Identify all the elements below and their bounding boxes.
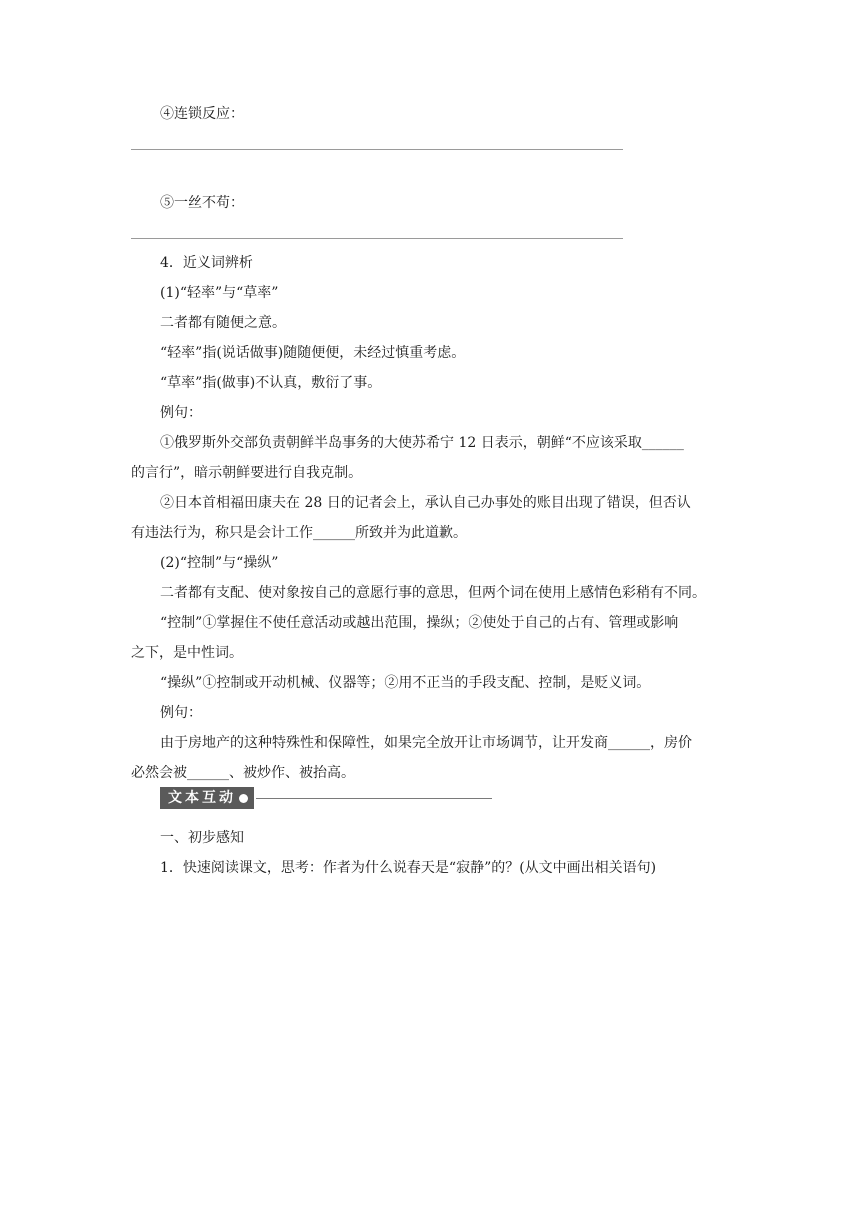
answer-line-4: [131, 149, 623, 150]
pair2-example-line1: 由于房地产的这种特殊性和保障性，如果完全放开让市场调节，让开发商______，房价: [160, 735, 692, 751]
section-banner-box: [160, 787, 254, 809]
question-1: 1．快速阅读课文，思考：作者为什么说春天是“寂静”的？(从文中画出相关语句): [160, 860, 657, 876]
pair1-def1: “轻率”指(说话做事)随随便便，未经过慎重考虑。: [160, 345, 466, 361]
pair2-def1-line1: “控制”①掌握住不使任意活动或越出范围，操纵；②使处于自己的占有、管理或影响: [160, 615, 679, 631]
section-banner-title: 文本互动: [168, 790, 236, 806]
pair1-common: 二者都有随便之意。: [160, 315, 286, 331]
section-banner: [160, 787, 492, 809]
pair1-example2-line2: 有违法行为，称只是会计工作______所致并为此道歉。: [131, 525, 467, 541]
item4-label: ④连锁反应：: [160, 106, 244, 122]
pair2-example-label: 例句：: [160, 705, 202, 721]
pair1-example1-line2: 的言行”，暗示朝鲜要进行自我克制。: [131, 465, 363, 481]
pair2-title: (2)“控制”与“操纵”: [160, 555, 279, 571]
pair1-example2-line1: ②日本首相福田康夫在 28 日的记者会上，承认自己办事处的账目出现了错误，但否认: [160, 495, 691, 511]
item5-label: ⑤一丝不苟：: [160, 195, 244, 211]
pair1-example-label: 例句：: [160, 405, 202, 421]
pair1-example1-line1: ①俄罗斯外交部负责朝鲜半岛事务的大使苏希宁 12 日表示，朝鲜“不应该采取______: [160, 435, 684, 451]
pair2-def1-line2: 之下，是中性词。: [131, 645, 243, 661]
banner-dot-icon: [239, 794, 248, 803]
pair1-title: (1)“轻率”与“草率”: [160, 285, 279, 301]
pair2-common: 二者都有支配、使对象按自己的意愿行事的意思，但两个词在使用上感情色彩稍有不同。: [160, 585, 706, 601]
pair1-def2: “草率”指(做事)不认真，敷衍了事。: [160, 375, 382, 391]
synonyms-heading: 4．近义词辨析: [160, 255, 253, 271]
banner-divider: [256, 798, 492, 799]
pair2-def2: “操纵”①控制或开动机械、仪器等；②用不正当的手段支配、控制，是贬义词。: [160, 675, 651, 691]
pair2-example-line2: 必然会被______、被炒作、被抬高。: [131, 765, 355, 781]
section-sub1: 一、初步感知: [160, 830, 244, 846]
answer-line-5: [131, 238, 623, 239]
